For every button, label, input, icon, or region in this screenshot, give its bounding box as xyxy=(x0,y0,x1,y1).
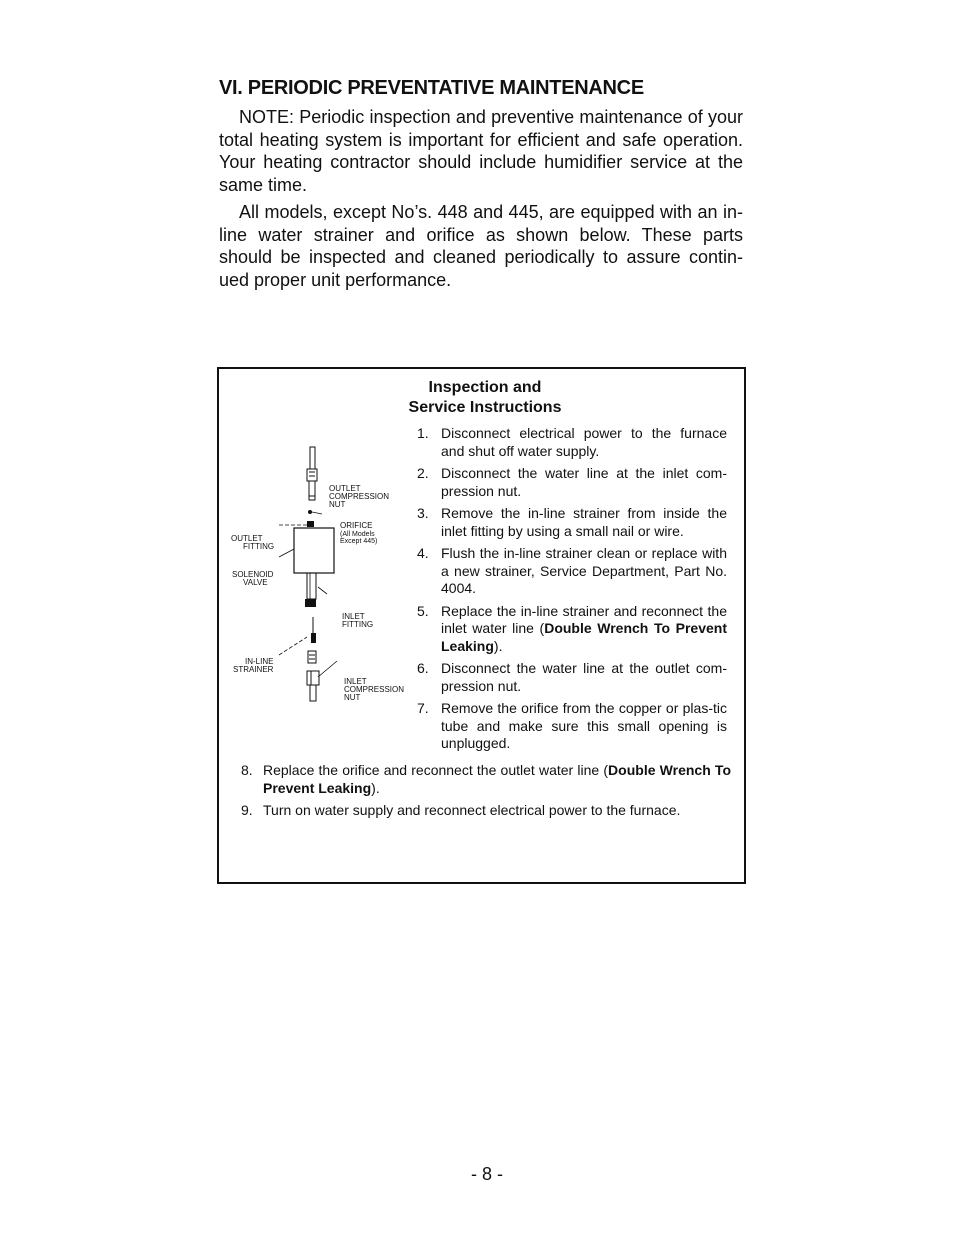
plumbing-diagram xyxy=(219,439,419,749)
label-outlet-compression-nut: OUTLET COMPRESSION NUT xyxy=(329,484,390,509)
steps-list-wide xyxy=(241,762,731,825)
label-inline-strainer: IN-LINE STRAINER xyxy=(233,657,274,674)
label-orifice: ORIFICE (All Models Except 445) xyxy=(340,521,378,545)
note-paragraph: NOTE: Periodic inspection and preventive maintenance of your total heating system is important for efficient and safe operation. Your heating contractor should include humidifier service at the same time. xyxy=(219,107,743,195)
step-5: 5. Replace the in-line strainer and reconnect the inlet water line (Double Wrench To Prevent Leaking). xyxy=(417,602,728,654)
box-title-line-1: Inspection and xyxy=(428,379,542,396)
step-6: 6. Disconnect the water line at the outlet com-pression nut. xyxy=(417,660,727,694)
page-number: - 8 - xyxy=(470,1164,503,1184)
outlet-tube xyxy=(310,447,315,469)
models-paragraph: All models, except No’s. 448 and 445, are equipped with an in-line water strainer and orifice as shown below. These parts should be inspected and cleaned periodically to assure contin-ued proper unit performance. xyxy=(219,202,743,290)
outlet-fitting-shape xyxy=(307,521,314,527)
label-solenoid-valve: SOLENOID VALVE xyxy=(232,570,274,587)
inline-strainer-shape xyxy=(311,633,316,643)
solenoid-valve-shape xyxy=(294,528,334,573)
box-title-line-2: Service Instructions xyxy=(408,399,562,416)
inlet-compression-nut-shape xyxy=(308,651,316,663)
outlet-compression-nut-shape xyxy=(307,469,317,481)
label-inlet-compression-nut: INLET COMPRESSION NUT xyxy=(344,677,405,702)
step-8: 8. Replace the orifice and reconnect the outlet water line (Double Wrench To Prevent Leaking). xyxy=(241,762,731,796)
step-7: 7. Remove the orifice from the copper or plas-tic tube and make sure this small opening is unplugged. xyxy=(417,700,727,751)
step-1: 1. Disconnect electrical power to the furnace and shut off water supply. xyxy=(417,425,727,459)
box-title xyxy=(405,378,565,418)
step-3: 3. Remove the in-line strainer from inside the inlet fitting by using a small nail or wire. xyxy=(417,505,727,539)
orifice-shape xyxy=(308,510,312,514)
label-inlet-fitting: INLET FITTING xyxy=(342,612,374,629)
inlet-fitting-shape xyxy=(305,599,316,607)
inspection-instructions-box xyxy=(217,367,746,884)
step-4: 4. Flush the in-line strainer clean or replace with a new strainer, Service Department, Part No. 4004. xyxy=(417,545,727,596)
label-outlet-fitting: OUTLET FITTING xyxy=(231,534,275,551)
steps-list-narrow xyxy=(417,425,727,758)
step-2: 2. Disconnect the water line at the inlet com-pression nut. xyxy=(417,465,727,499)
step-9: 9. Turn on water supply and reconnect electrical power to the furnace. xyxy=(241,802,681,818)
section-heading: VI. PERIODIC PREVENTATIVE MAINTENANCE xyxy=(219,77,644,99)
